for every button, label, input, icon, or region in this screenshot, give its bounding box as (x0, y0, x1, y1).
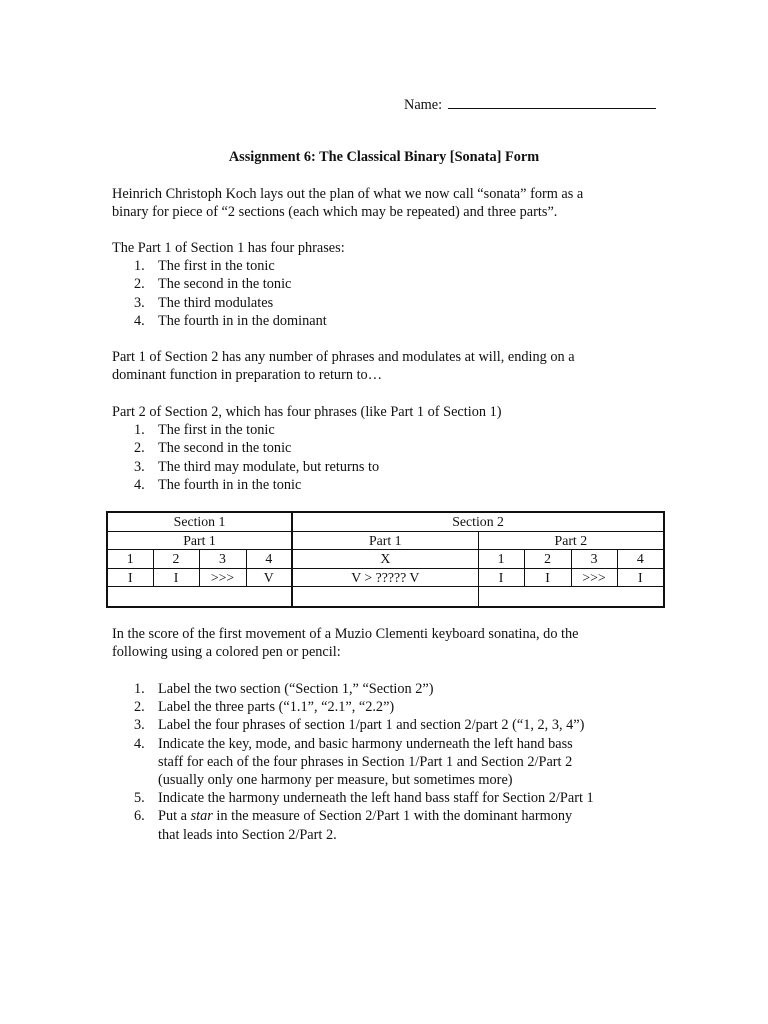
list-item: 6. Put a star in the measure of Section 2/Part 1 with the dominant harmony that leads into Section 2/Part 2. (134, 808, 573, 843)
intro-paragraph (112, 185, 672, 221)
table-cell: I (617, 568, 664, 587)
table-cell: 3 (199, 550, 246, 569)
instructions-line-1: In the score of the first movement of a Muzio Clementi keyboard sonatina, do the (112, 626, 579, 642)
table-row (107, 587, 664, 608)
list-item: 3. The third may modulate, but returns to (134, 458, 380, 475)
table-cell: 2 (153, 550, 199, 569)
section2-part1-header: Part 1 (292, 531, 478, 550)
table-cell (292, 587, 478, 608)
section2-part1-line-1: Part 1 of Section 2 has any number of phrases and modulates at will, ending on a (112, 349, 575, 365)
section1-header: Section 1 (107, 512, 292, 531)
list-item: 1. Label the two section (“Section 1,” “Section 2”) (134, 681, 434, 697)
table-cell: >>> (571, 568, 617, 587)
list-item: 5. Indicate the harmony underneath the left hand bass staff for Section 2/Part 1 (134, 790, 594, 807)
list-item: 2. The second in the tonic (134, 276, 292, 293)
table-cell (478, 587, 664, 608)
instructions-list-block (112, 680, 672, 844)
table-row (107, 512, 664, 531)
table-cell: 4 (246, 550, 292, 569)
table-cell: 1 (478, 550, 524, 569)
table-cell: 1 (107, 550, 153, 569)
list-item: 4. The fourth in in the tonic (134, 476, 302, 493)
section2-part1-paragraph (112, 348, 672, 384)
list-item: 4. The fourth in in the dominant (134, 312, 327, 329)
table-cell: 4 (617, 550, 664, 569)
section2-part1-line-2: dominant function in preparation to return to… (112, 367, 382, 384)
list-item: 1. The first in the tonic (134, 422, 275, 439)
section2-part2-phrase-list (112, 421, 672, 494)
table-cell: V (246, 568, 292, 587)
name-blank-line (448, 94, 656, 109)
name-label: Name: (404, 97, 443, 113)
instructions-line-2: following using a colored pen or pencil: (112, 644, 341, 661)
table-cell: >>> (199, 568, 246, 587)
section1-heading: The Part 1 of Section 1 has four phrases: (112, 240, 345, 256)
section2-part2-header: Part 2 (478, 531, 664, 550)
table-cell: I (478, 568, 524, 587)
table-cell: V > ????? V (292, 568, 478, 587)
assignment-title: Assignment 6: The Classical Binary [Sonata] Form (228, 149, 540, 165)
instructions-list (112, 680, 672, 844)
section2-part2-heading: Part 2 of Section 2, which has four phrases (like Part 1 of Section 1) (112, 404, 502, 420)
list-item: 2. The second in the tonic (134, 440, 292, 457)
table-cell: I (524, 568, 571, 587)
table-cell (107, 587, 292, 608)
section2-part2-block (112, 403, 672, 494)
table-row (107, 550, 664, 569)
table-cell: 2 (524, 550, 571, 569)
table-row (107, 568, 664, 587)
list-item: 4. Indicate the key, mode, and basic harmony underneath the left hand bass staff for each of the four phrases in Section 1/Part 1 and Section 2/Part 2 (usually only one harmony per measure, but sometimes more) (134, 735, 573, 789)
list-item: 3. Label the four phrases of section 1/part 1 and section 2/part 2 (“1, 2, 3, 4”) (134, 717, 585, 734)
instructions-intro (112, 625, 672, 661)
list-item: 3. The third modulates (134, 294, 274, 311)
section1-phrase-list (112, 257, 672, 330)
table-cell: X (292, 550, 478, 569)
section1-block (112, 239, 672, 330)
table-cell: I (153, 568, 199, 587)
section2-header: Section 2 (292, 512, 664, 531)
list-item: 1. The first in the tonic (134, 258, 275, 275)
sonata-form-table (106, 511, 665, 608)
intro-line-1: Heinrich Christoph Koch lays out the plan of what we now call “sonata” form as a (112, 186, 584, 202)
section1-part1-header: Part 1 (107, 531, 292, 550)
table-cell: I (107, 568, 153, 587)
list-item: 2. Label the three parts (“1.1”, “2.1”, “2.2”) (134, 699, 395, 716)
intro-line-2: binary for piece of “2 sections (each which may be repeated) and three parts”. (112, 204, 558, 221)
name-field (404, 94, 656, 114)
table-row (107, 531, 664, 550)
table-cell: 3 (571, 550, 617, 569)
